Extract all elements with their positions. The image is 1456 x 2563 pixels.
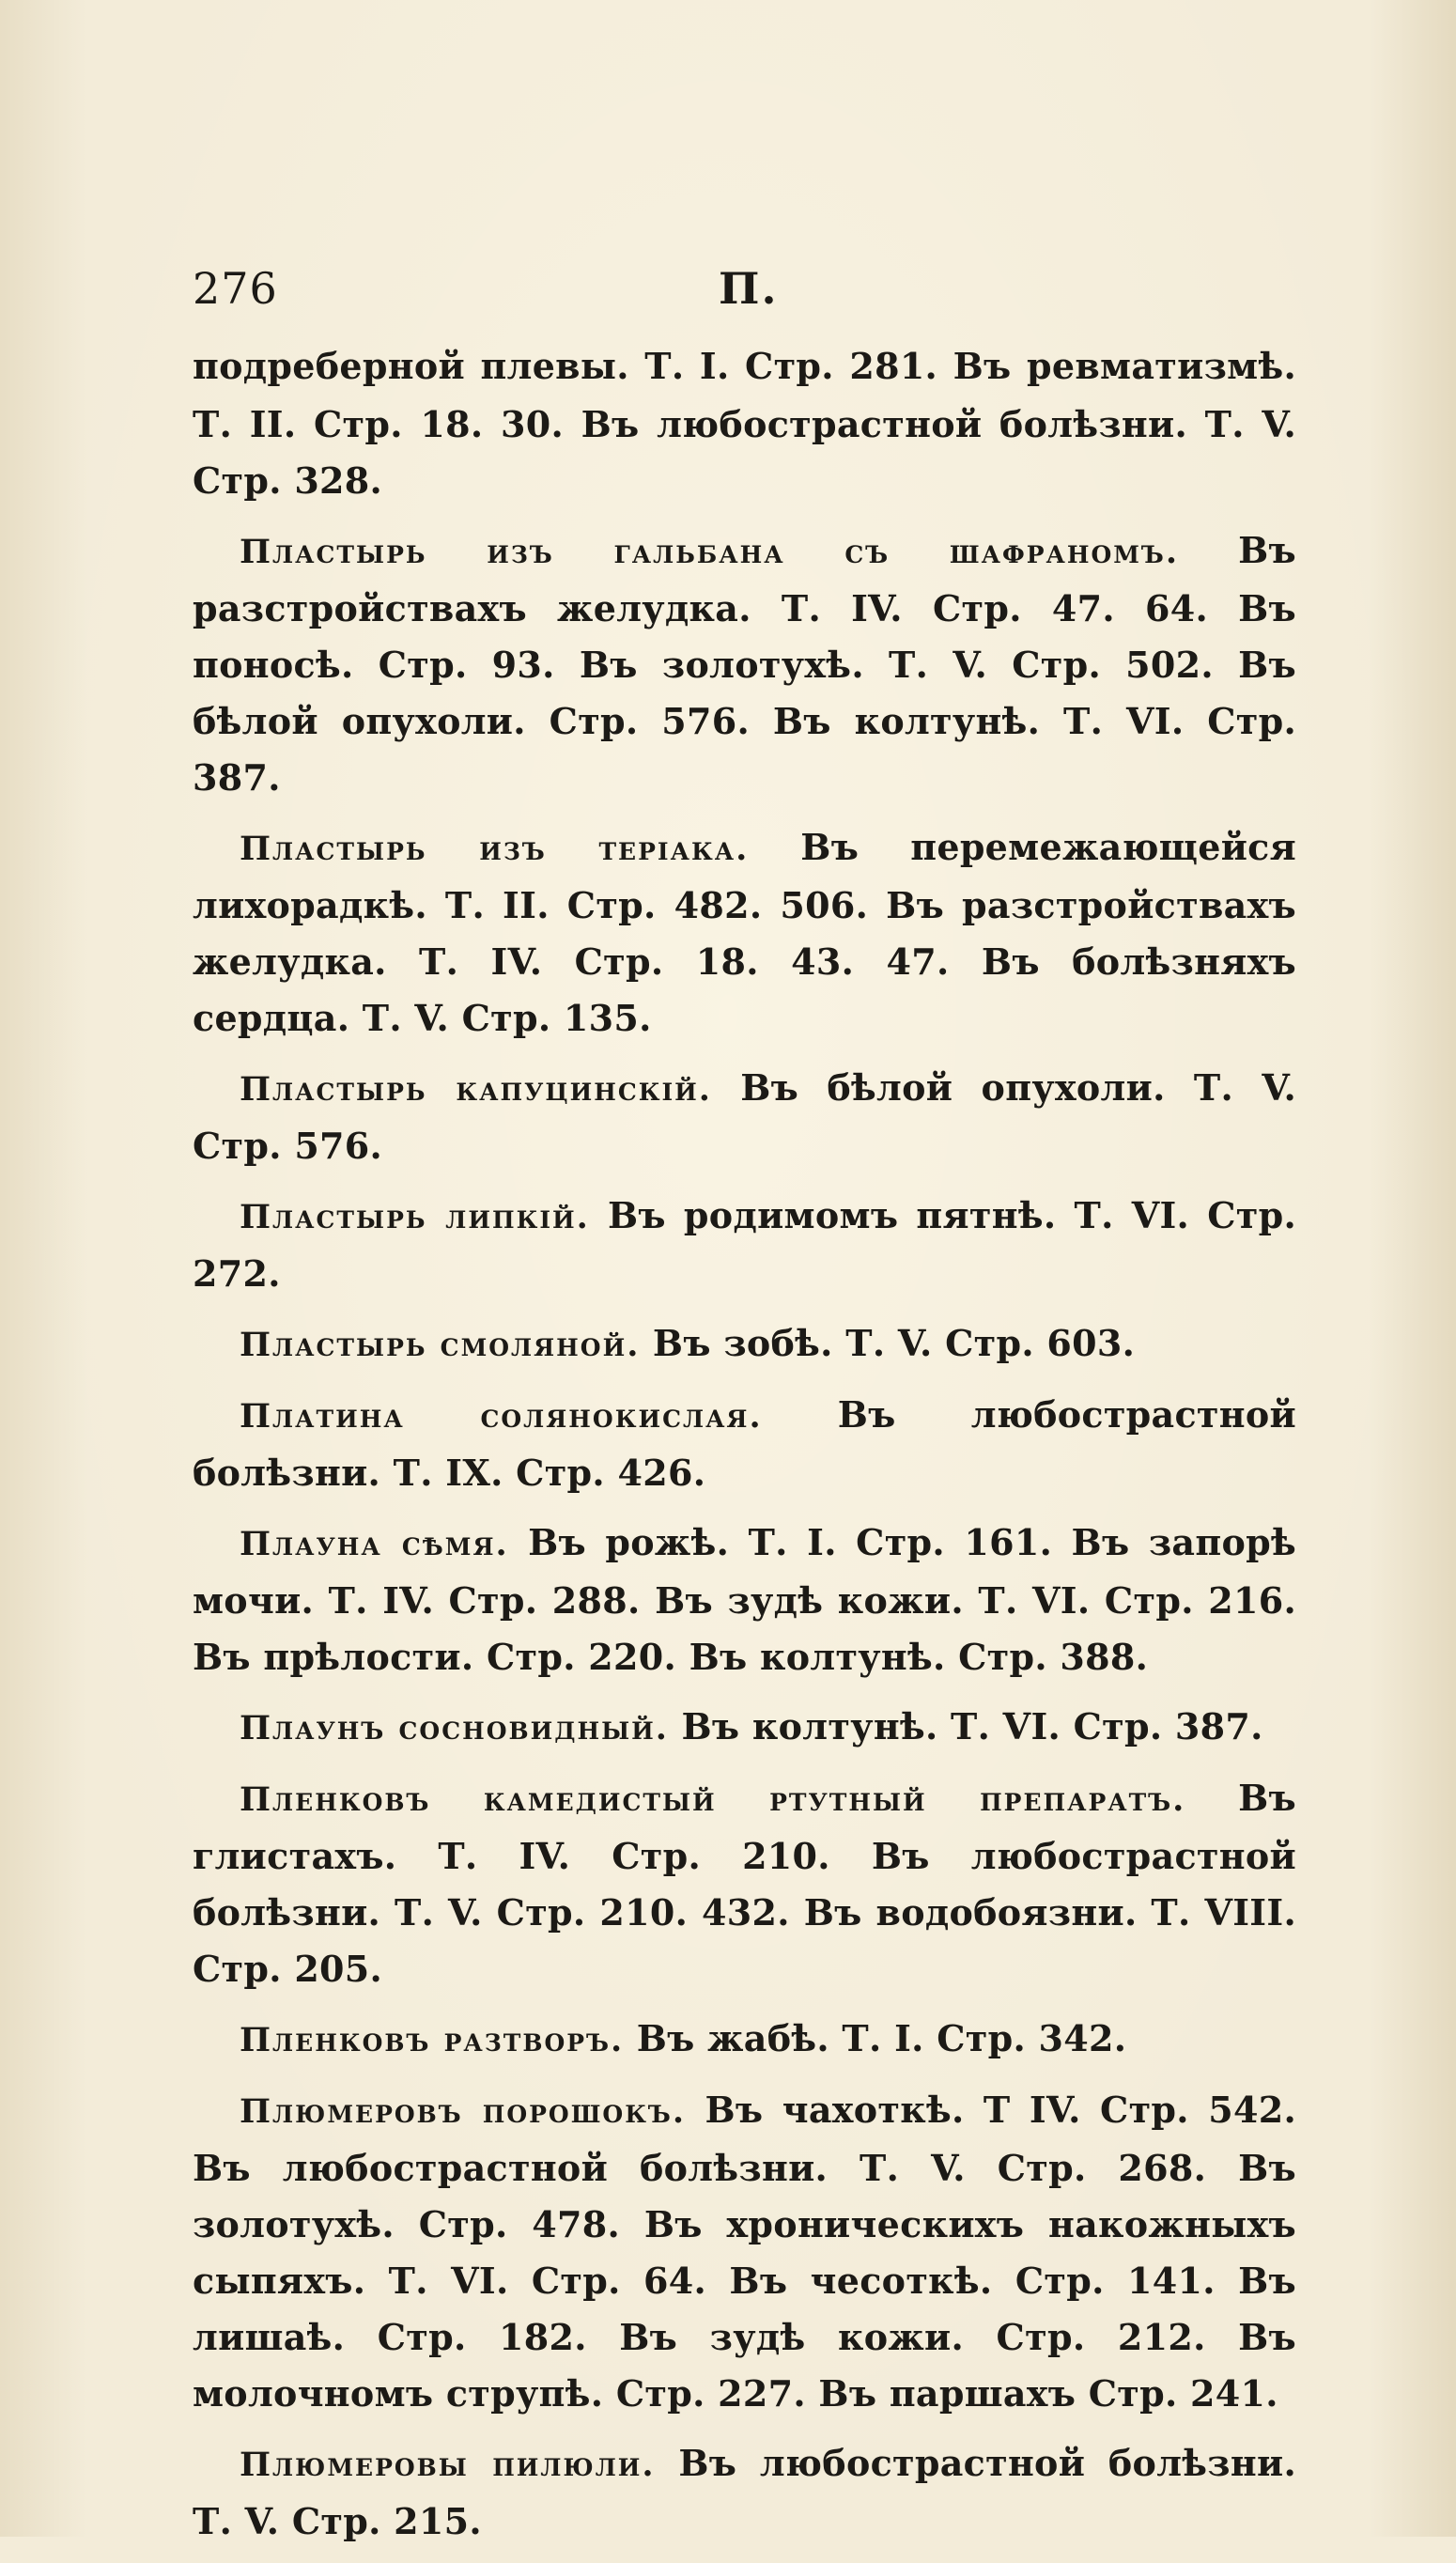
- index-entry: [193, 1315, 1296, 1374]
- index-entry: [193, 338, 1296, 509]
- entry-references: Въ родимомъ пятнѣ. Т. VI. Стр. 272.: [193, 1194, 1296, 1295]
- entry-references: Въ перемежающейся лихорадкѣ. Т. II. Стр. 482. 506. Въ разстройствахъ желудка. Т. IV. Стр. 18. 43. 47. Въ болѣзняхъ сердца. Т. V. Стр. 135.: [193, 826, 1296, 1039]
- entry-headword: Платина солянокислая.: [240, 1397, 763, 1436]
- entry-headword: Пластырь капуцинскій.: [240, 1070, 712, 1109]
- running-head: П.: [719, 263, 779, 314]
- index-entry: [193, 2435, 1296, 2550]
- index-entries: [193, 338, 1296, 2563]
- entry-references: Въ глистахъ. Т. IV. Стр. 210. Въ любострастной болѣзни. Т. V. Стр. 210. 432. Въ водобоязни. Т. VIII. Стр. 205.: [193, 1777, 1296, 1990]
- entry-headword: Пленковъ камедистый ртутный препаратъ.: [240, 1780, 1186, 1819]
- index-entry: [193, 819, 1296, 1047]
- entry-references: Въ чахоткѣ. Т IV. Стр. 542. Въ любострастной болѣзни. Т. V. Стр. 268. Въ золотухѣ. Стр. 478. Въ хроническихъ накожныхъ сыпяхъ. Т. VI. Стр. 64. Въ чесоткѣ. Стр. 141. Въ лишаѣ. Стр. 182. Въ зудѣ кожи. Стр. 212. Въ молочномъ струпѣ. Стр. 227. Въ паршахъ Стр. 241.: [193, 2089, 1296, 2415]
- entry-headword: Плюмеровы пилюли.: [240, 2446, 656, 2484]
- entry-headword: Пластырь смоляной.: [240, 1326, 641, 1364]
- index-entry: [193, 522, 1296, 806]
- entry-references: Въ жабѣ. Т. I. Стр. 342.: [624, 2017, 1127, 2059]
- entry-headword: Пластырь липкій.: [240, 1198, 590, 1236]
- entry-headword: Плаунъ сосновидный.: [240, 1709, 669, 1748]
- entry-references: Въ зобѣ. Т. V. Стр. 603.: [640, 1322, 1136, 1364]
- index-entry: [193, 1514, 1296, 1685]
- index-entry: [193, 1188, 1296, 1302]
- index-entry: [193, 1770, 1296, 1997]
- index-entry: [193, 2011, 1296, 2069]
- entry-references: Въ любострастной болѣзни. Т. V. Стр. 215.: [193, 2442, 1296, 2542]
- entry-references: Въ разстройствахъ желудка. Т. IV. Стр. 47. 64. Въ поносѣ. Стр. 93. Въ золотухѣ. Т. V. Стр. 502. Въ бѣлой опухоли. Стр. 576. Въ колтунѣ. Т. VI. Стр. 387.: [193, 529, 1296, 799]
- entry-references: Въ рожѣ. Т. I. Стр. 161. Въ запорѣ мочи. Т. IV. Стр. 288. Въ зудѣ кожи. Т. VI. Стр. 216. Въ прѣлости. Стр. 220. Въ колтунѣ. Стр. 388.: [193, 1521, 1296, 1678]
- page-header: [193, 263, 1296, 319]
- index-entry: [193, 1387, 1296, 1501]
- entry-references: Въ колтунѣ. Т. VI. Стр. 387.: [668, 1705, 1263, 1748]
- index-entry: [193, 1060, 1296, 1174]
- index-entry: [193, 1699, 1296, 1757]
- entry-headword: Пластырь изъ теріака.: [240, 830, 750, 868]
- entry-headword: Пластырь изъ гальбана съ шафраномъ.: [240, 533, 1180, 571]
- entry-references: Въ любострастной болѣзни. Т. IX. Стр. 426.: [193, 1393, 1296, 1494]
- entry-references: подреберной плевы. Т. I. Стр. 281. Въ ревматизмѣ. Т. II. Стр. 18. 30. Въ любострастной болѣзни. Т. V. Стр. 328.: [193, 345, 1296, 502]
- entry-references: Въ бѣлой опухоли. Т. V. Стр. 576.: [193, 1066, 1296, 1167]
- index-entry: [193, 2082, 1296, 2422]
- entry-headword: Плауна сѣмя.: [240, 1525, 509, 1563]
- entry-headword: Плюмеровъ порошокъ.: [240, 2092, 687, 2131]
- page-number: 276: [193, 263, 278, 314]
- entry-headword: Пленковъ разтворъ.: [240, 2021, 625, 2059]
